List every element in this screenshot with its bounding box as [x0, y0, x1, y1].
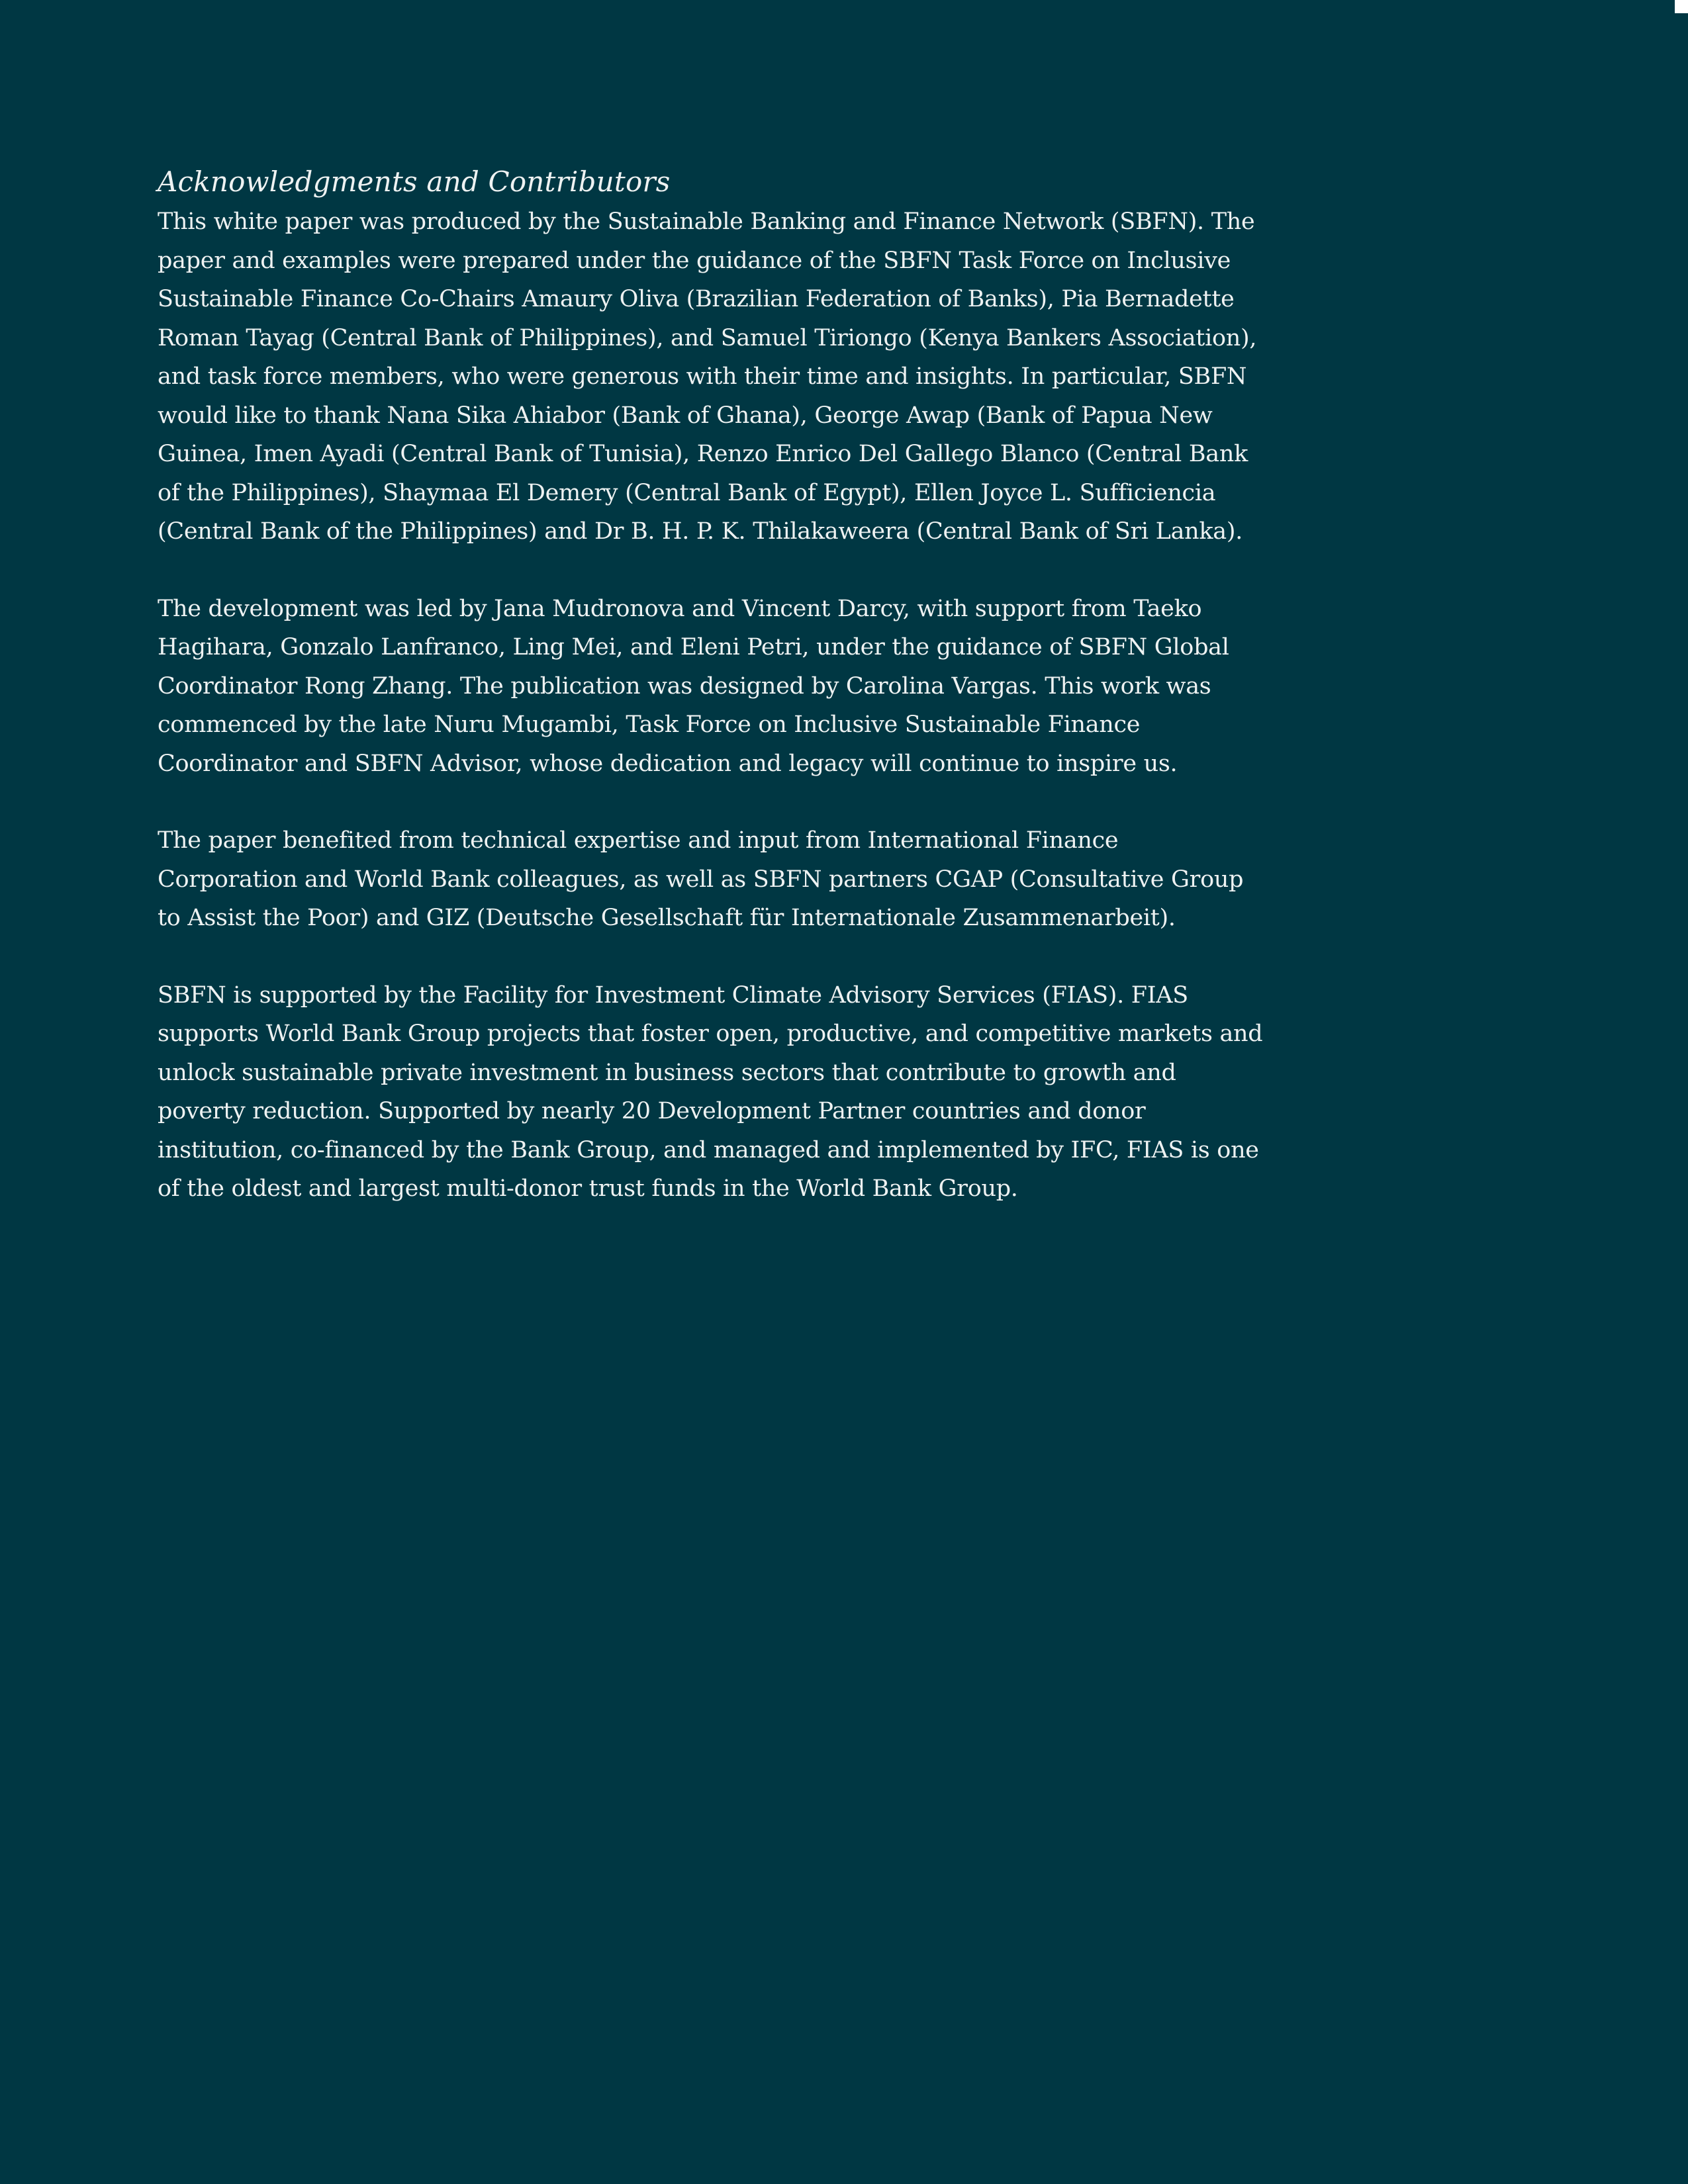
section-heading: Acknowledgments and Contributors [158, 165, 671, 198]
paragraph-technical-input: The paper benefited from technical expertise and input from International Finance Corporation and World Bank colleagues, as well as SBFN partners CGAP (Consultative Group to Assist the Poor) and GIZ (Deutsche Gesellschaft für Internationale Zusammenarbeit). [158, 827, 1244, 931]
paragraph-sbfn-taskforce: This white paper was produced by the Sustainable Banking and Finance Network (SBFN). The paper and examples were prepared under the guidance of the SBFN Task Force on Inclusive Sustainable Finance Co-Chairs Amaury Oliva (Brazilian Federation of Banks), Pia Bernadette Roman Tayag (Central Bank of Philippines), and Samuel Tiriongo (Kenya Bankers Association), and task force members, who were generous with their time and insights. In particular, SBFN would like to thank Nana Sika Ahiabor (Bank of Ghana), George Awap (Bank of Papua New Guinea, Imen Ayadi (Central Bank of Tunisia), Renzo Enrico Del Gallego Blanco (Central Bank of the Philippines), Shaymaa El Demery (Central Bank of Egypt), Ellen Joyce L. Sufficiencia (Central Bank of the Philippines) and Dr B. H. P. K. Thilakaweera (Central Bank of Sri Lanka). [158, 208, 1257, 545]
paragraph-fias-support: SBFN is supported by the Facility for Investment Climate Advisory Services (FIAS). FIAS supports World Bank Group projects that foster open, productive, and competitive markets and unlock sustainable private investment in business sectors that contribute to growth and poverty reduction. Supported by nearly 20 Development Partner countries and donor institution, co-financed by the Bank Group, and managed and implemented by IFC, FIAS is one of the oldest and largest multi-donor trust funds in the World Bank Group. [158, 981, 1263, 1202]
acknowledgments-section [158, 161, 1263, 1247]
page-corner [1675, 0, 1688, 13]
paragraph-development-team: The development was led by Jana Mudronova and Vincent Darcy, with support from Taeko Hagihara, Gonzalo Lanfranco, Ling Mei, and Eleni Petri, under the guidance of SBFN Global Coordinator Rong Zhang. The publication was designed by Carolina Vargas. This work was commenced by the late Nuru Mugambi, Task Force on Inclusive Sustainable Finance Coordinator and SBFN Advisor, whose dedication and legacy will continue to inspire us. [158, 595, 1229, 777]
